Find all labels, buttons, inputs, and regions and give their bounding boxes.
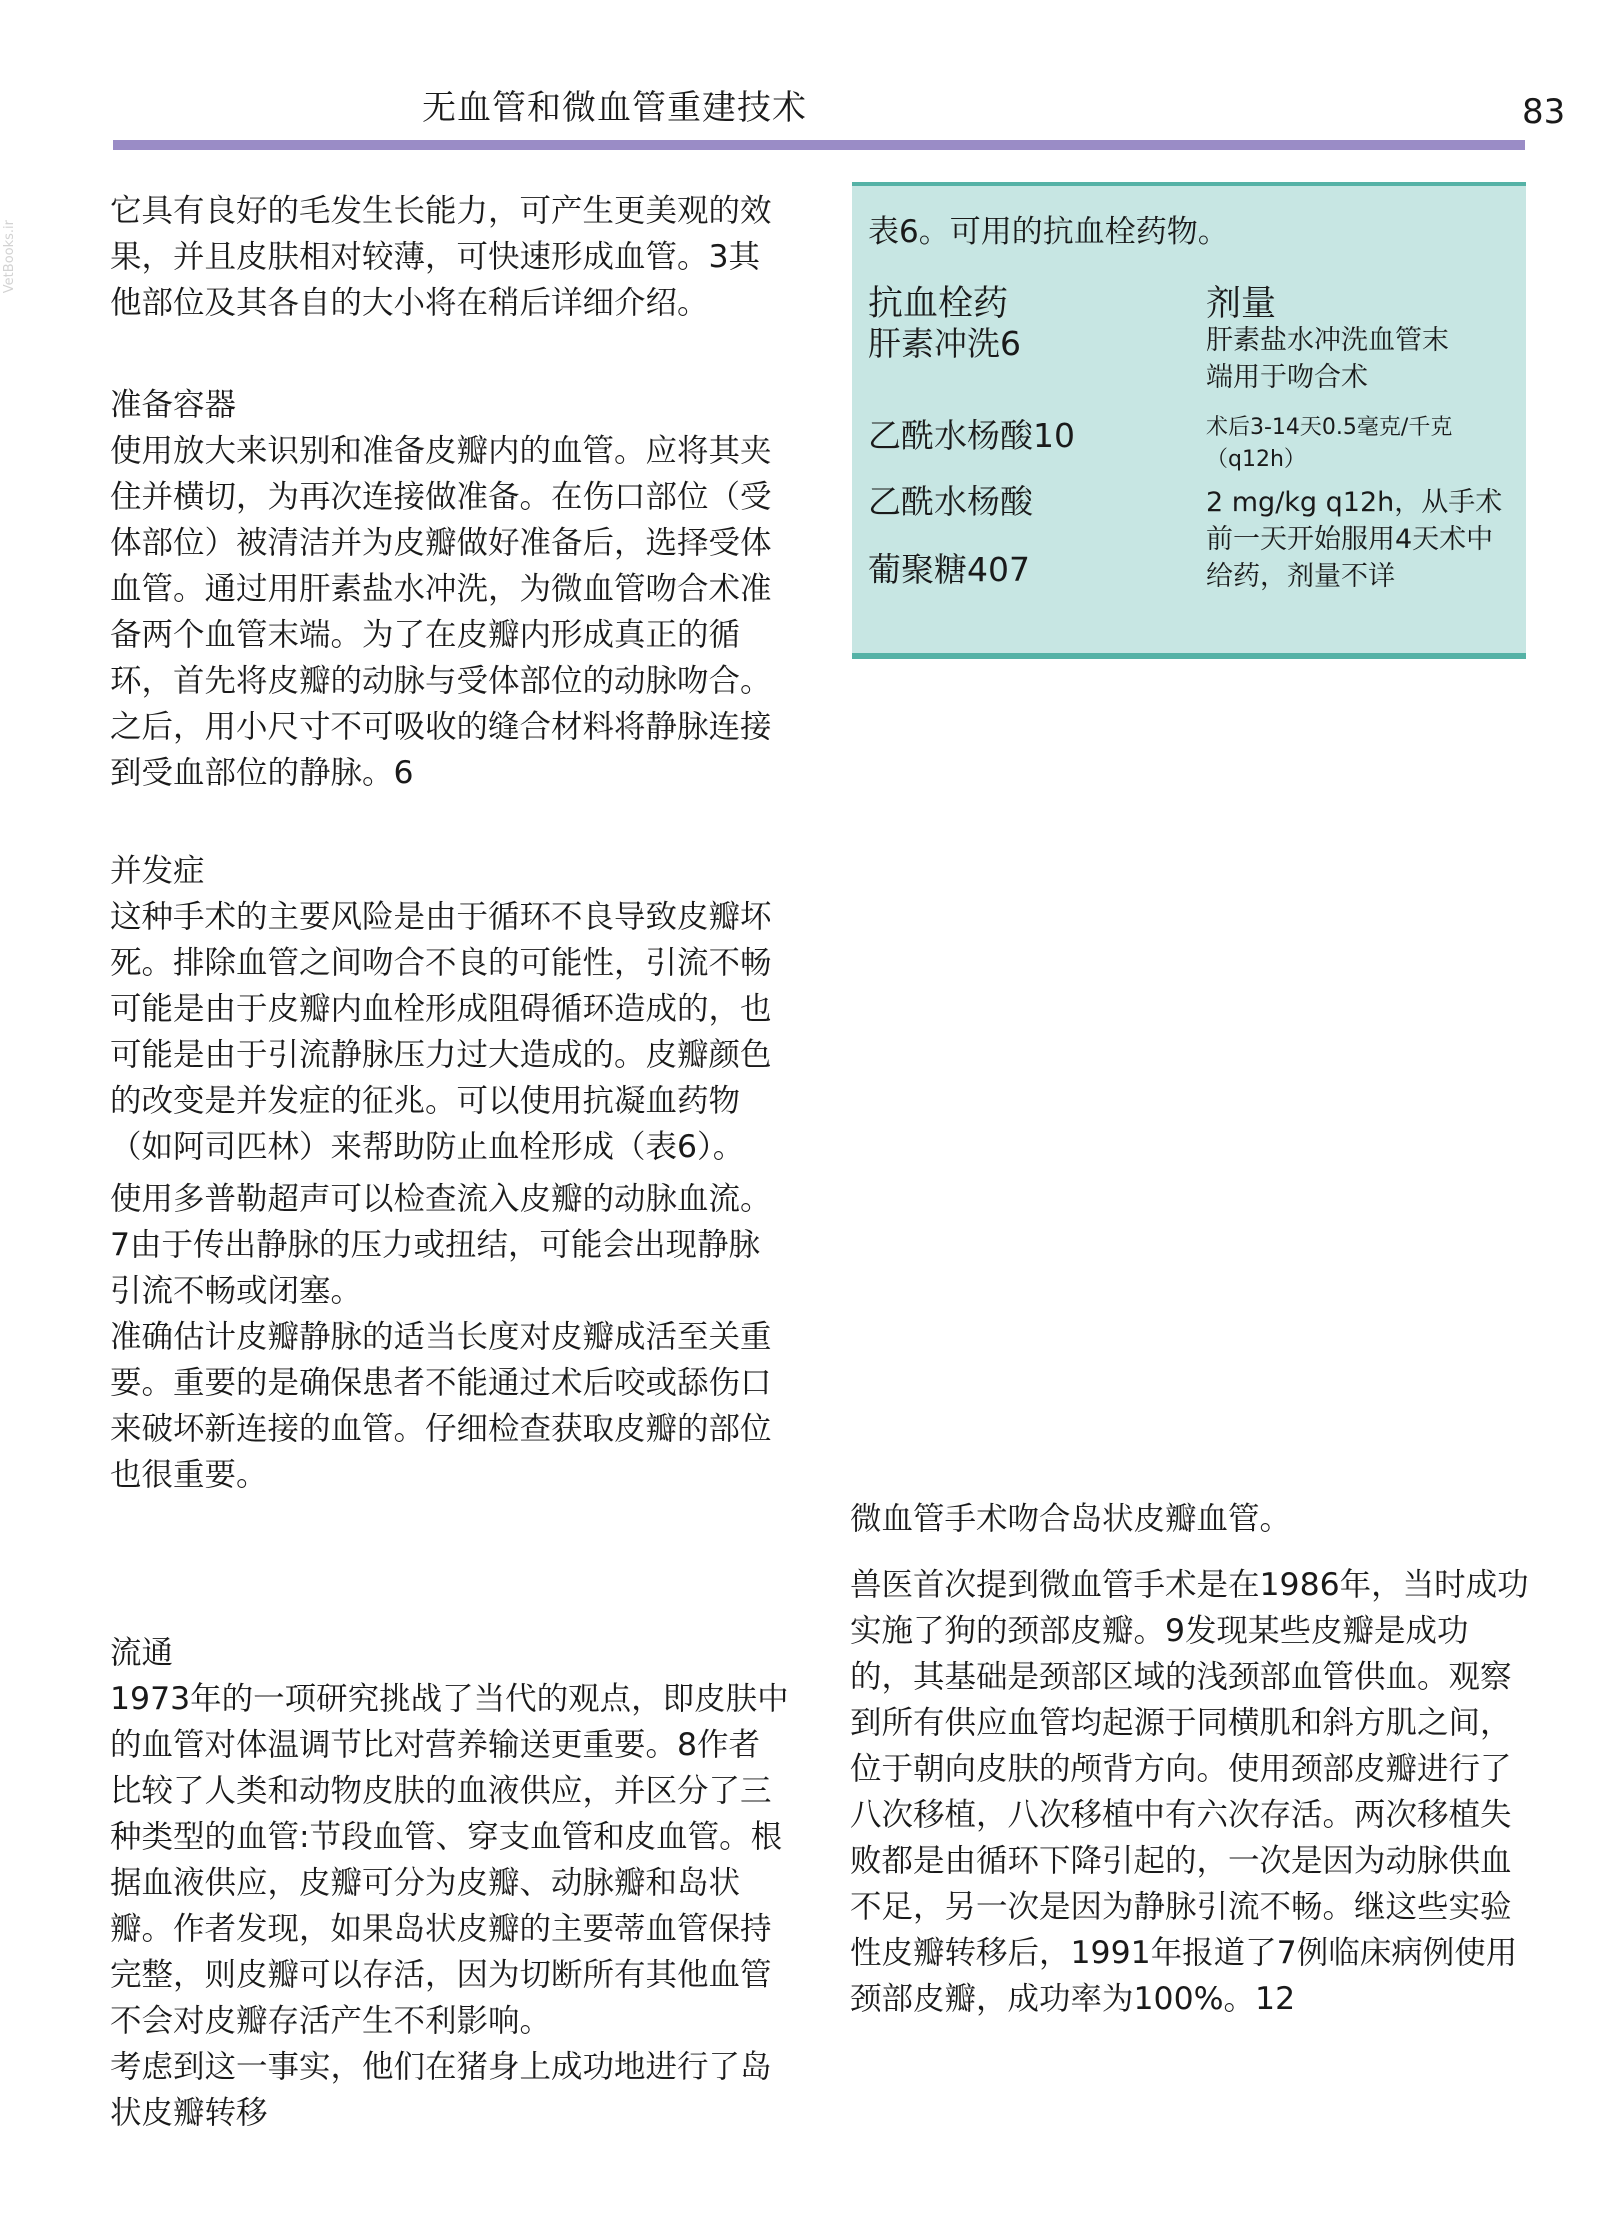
preparation-heading: 准备容器 [110,387,237,423]
watermark: VetBooks.ir [2,220,17,294]
circulation-paragraph-2: 考虑到这一事实，他们在猪身上成功地进行了岛状皮瓣转移 [110,2049,772,2131]
table-row-drug: 葡聚糖407 [868,550,1030,589]
table-row-dose: 肝素盐水冲洗血管末端用于吻合术 [1206,325,1449,393]
anticoagulant-table [852,182,1526,659]
table-header-dose: 剂量 [1206,284,1277,324]
microvascular-section [850,1496,1530,2022]
complications-paragraph-2: 使用多普勒超声可以检查流入皮瓣的动脉血流。7由于传出静脉的压力或扭结，可能会出现静脉引流不畅或闭塞。 [110,1181,772,1309]
table-title: 表6。可用的抗血栓药物。 [868,214,1229,250]
table-row-drug: 乙酰水杨酸 [868,482,1033,521]
intro-paragraph: 它具有良好的毛发生长能力，可产生更美观的效果，并且皮肤相对较薄，可快速形成血管。3其他部位及其各自的大小将在稍后详细介绍。 [110,193,772,321]
complications-heading: 并发症 [110,853,205,889]
circulation-heading: 流通 [110,1635,174,1671]
microvascular-heading: 微血管手术吻合岛状皮瓣血管。 [850,1501,1292,1537]
preparation-section [110,382,790,796]
page-number: 83 [1522,92,1566,132]
table-row-drug: 肝素冲洗6 [868,324,1021,363]
complications-paragraph-1: 这种手术的主要风险是由于循环不良导致皮瓣坏死。排除血管之间吻合不良的可能性，引流不畅可能是由于皮瓣内血栓形成阻碍循环造成的，也可能是由于引流静脉压力过大造成的。皮瓣颜色的改变是并发症的征兆。可以使用抗凝血药物（如阿司匹林）来帮助防止血栓形成（表6）。 [110,899,772,1165]
table-header-drug: 抗血栓药 [868,284,1009,324]
running-header-title: 无血管和微血管重建技术 [422,88,807,128]
table-row-dose: 2 mg/kg q12h，从手术前一天开始服用4天术中给药，剂量不详 [1206,487,1503,592]
complications-section [110,848,790,1498]
table-row-dose: 术后3-14天0.5毫克/千克（q12h） [1206,415,1453,472]
left-column [110,188,790,326]
circulation-paragraph-1: 1973年的一项研究挑战了当代的观点，即皮肤中的血管对体温调节比对营养输送更重要。8作者比较了人类和动物皮肤的血液供应，并区分了三种类型的血管:节段血管、穿支血管和皮血管。根据血液供应，皮瓣可分为皮瓣、动脉瓣和岛状瓣。作者发现，如果岛状皮瓣的主要蒂血管保持完整，则皮瓣可以存活，因为切断所有其他血管不会对皮瓣存活产生不利影响。 [110,1681,789,2039]
header-divider [113,140,1525,150]
preparation-paragraph: 使用放大来识别和准备皮瓣内的血管。应将其夹住并横切，为再次连接做准备。在伤口部位（受体部位）被清洁并为皮瓣做好准备后，选择受体血管。通过用肝素盐水冲洗，为微血管吻合术准备两个血管末端。为了在皮瓣内形成真正的循环，首先将皮瓣的动脉与受体部位的动脉吻合。之后，用小尺寸不可吸收的缝合材料将静脉连接到受血部位的静脉。6 [110,433,772,791]
circulation-section [110,1630,790,2136]
table-row-drug: 乙酰水杨酸10 [868,416,1075,455]
complications-paragraph-3: 准确估计皮瓣静脉的适当长度对皮瓣成活至关重要。重要的是确保患者不能通过术后咬或舔伤口来破坏新连接的血管。仔细检查获取皮瓣的部位也很重要。 [110,1319,772,1493]
microvascular-paragraph: 兽医首次提到微血管手术是在1986年，当时成功实施了狗的颈部皮瓣。9发现某些皮瓣是成功的，其基础是颈部区域的浅颈部血管供血。观察到所有供应血管均起源于同横肌和斜方肌之间，位于朝向皮肤的颅背方向。使用颈部皮瓣进行了八次移植，八次移植中有六次存活。两次移植失败都是由循环下降引起的，一次是因为动脉供血不足，另一次是因为静脉引流不畅。继这些实验性皮瓣转移后，1991年报道了7例临床病例使用颈部皮瓣，成功率为100%。12 [850,1567,1529,2017]
